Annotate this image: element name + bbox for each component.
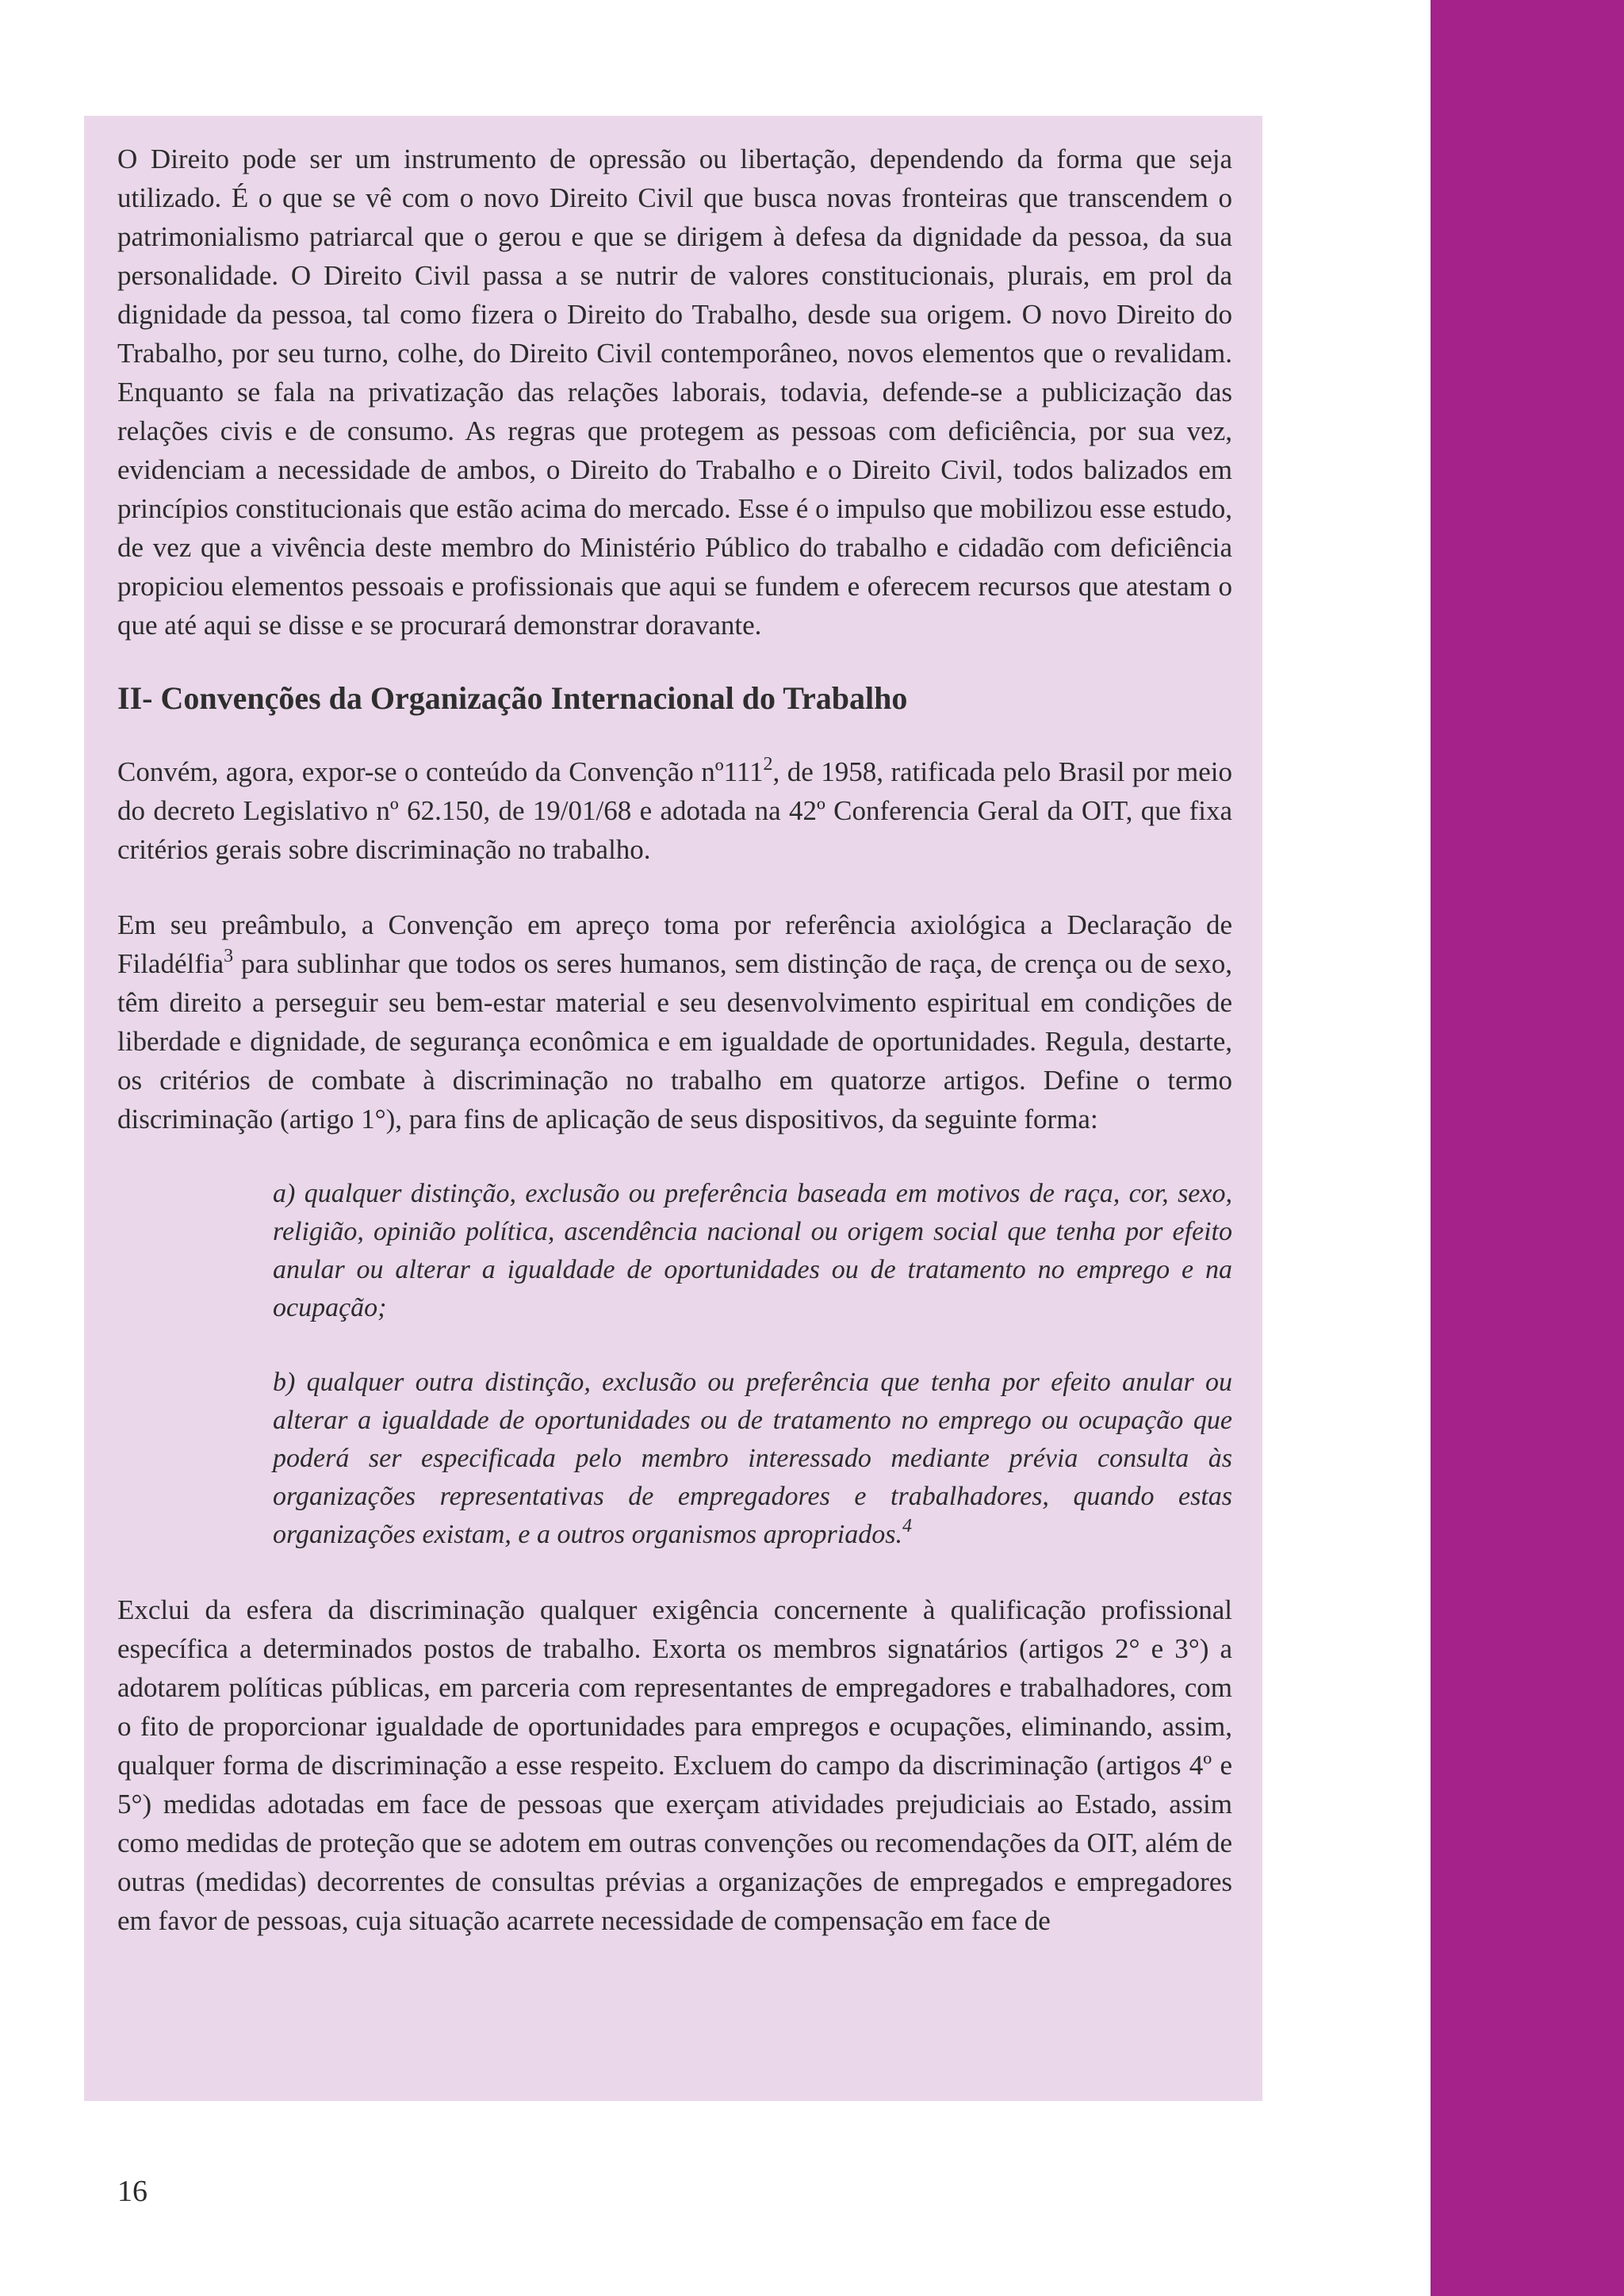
text-panel bbox=[84, 116, 1262, 2101]
quote-item-a: a) qualquer distinção, exclusão ou preferência baseada em motivos de raça, cor, sexo, religião, opinião política, ascendência nacional ou origem social que tenha por efeito anular ou alterar a igualdade de oportunidades ou de tratamento no emprego e na ocupação; bbox=[273, 1179, 1232, 1322]
convention-paragraph bbox=[117, 752, 1232, 869]
footnote-ref-3[interactable]: 3 bbox=[224, 946, 234, 966]
page-number: 16 bbox=[117, 2175, 147, 2208]
convention-text-end: , de 1958, ratificada pelo Brasil por meio do decreto Legislativo nº 62.150, de 19/01/68 e adotada na 42º Conferencia Geral da OIT, que fixa critérios gerais sobre discriminação no trabalho. bbox=[117, 756, 1232, 865]
quote-item-b bbox=[273, 1364, 1232, 1554]
footnote-ref-2[interactable]: 2 bbox=[763, 754, 773, 775]
preamble-text-end: para sublinhar que todos os seres humanos, sem distinção de raça, de crença ou de sexo, têm direito a perseguir seu bem-estar material e seu desenvolvimento espiritual em condições de liberdade e dignidade, de segurança econômica e em igualdade de oportunidades. Regula, destarte, os critérios de combate à discriminação no trabalho em quatorze artigos. Define o termo discriminação (artigo 1°), para fins de aplicação de seus dispositivos, da seguinte forma: bbox=[117, 948, 1232, 1135]
preamble-text-start: Em seu preâmbulo, a Convenção em apreço toma por referência axiológica a Declaração de Filadélfia bbox=[117, 909, 1232, 979]
closing-paragraph: Exclui da esfera da discriminação qualquer exigência concernente à qualificação profissional específica a determinados postos de trabalho. Exorta os membros signatários (artigos 2° e 3°) a adotarem políticas públicas, em parceria com representantes de empregadores e trabalhadores, com o fito de proporcionar igualdade de oportunidades para empregos e ocupações, eliminando, assim, qualquer forma de discriminação a esse respeito. Excluem do campo da discriminação (artigos 4º e 5°) medidas adotadas em face de pessoas que exerçam atividades prejudiciais ao Estado, assim como medidas de proteção que se adotem em outras convenções ou recomendações da OIT, além de outras (medidas) decorrentes de consultas prévias a organizações de empregados e empregadores em favor de pessoas, cuja situação acarrete necessidade de compensação em face de bbox=[117, 1594, 1232, 1936]
section-heading: II- Convenções da Organização Internacional do Trabalho bbox=[117, 680, 908, 716]
footnote-ref-4[interactable]: 4 bbox=[902, 1516, 912, 1536]
convention-text-start: Convém, agora, expor-se o conteúdo da Convenção nº111 bbox=[117, 756, 764, 787]
intro-paragraph: O Direito pode ser um instrumento de opressão ou libertação, dependendo da forma que seja utilizado. É o que se vê com o novo Direito Civil que busca novas fronteiras que transcendem o patrimonialismo patriarcal que o gerou e que se dirigem à defesa da dignidade da pessoa, da sua personalidade. O Direito Civil passa a se nutrir de valores constitucionais, plurais, em prol da dignidade da pessoa, tal como fizera o Direito do Trabalho, desde sua origem. O novo Direito do Trabalho, por seu turno, colhe, do Direito Civil contemporâneo, novos elementos que o revalidam. Enquanto se fala na privatização das relações laborais, todavia, defende-se a publicização das relações civis e de consumo. As regras que protegem as pessoas com deficiência, por sua vez, evidenciam a necessidade de ambos, o Direito do Trabalho e o Direito Civil, todos balizados em princípios constitucionais que estão acima do mercado. Esse é o impulso que mobilizou esse estudo, de vez que a vivência deste membro do Ministério Público do trabalho e cidadão com deficiência propiciou elementos pessoais e profissionais que aqui se fundem e oferecem recursos que atestam o que até aqui se disse e se procurará demonstrar doravante. bbox=[117, 144, 1232, 641]
quote-b-text: b) qualquer outra distinção, exclusão ou preferência que tenha por efeito anular ou alterar a igualdade de oportunidades ou de tratamento no emprego ou ocupação que poderá ser especificada pelo membro interessado mediante prévia consulta às organizações representativas de empregadores e trabalhadores, quando estas organizações existam, e a outros organismos apropriados. bbox=[273, 1368, 1232, 1549]
preamble-paragraph bbox=[117, 905, 1232, 1138]
side-color-band bbox=[1431, 0, 1624, 2296]
